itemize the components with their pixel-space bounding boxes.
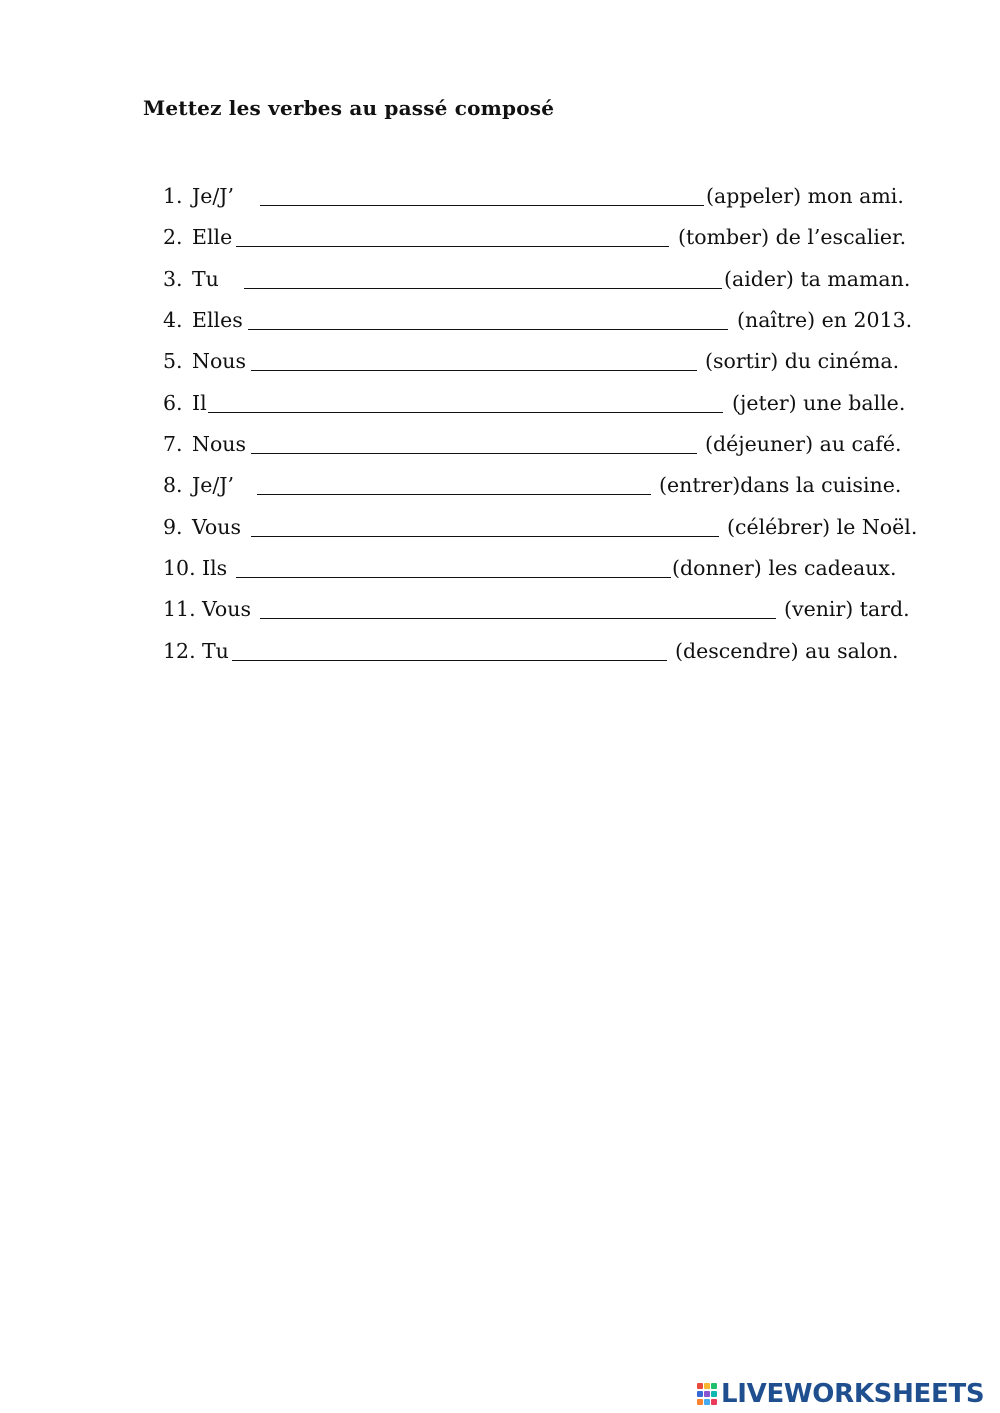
exercise-verb-hint: (naître) en 2013. bbox=[737, 308, 913, 332]
exercise-subject: Je/J’ bbox=[192, 184, 234, 208]
exercise-verb-hint: (appeler) mon ami. bbox=[706, 184, 904, 208]
exercise-number: 5. bbox=[163, 349, 183, 373]
exercise-number: 3. bbox=[163, 267, 183, 291]
exercise-subject: Tu bbox=[192, 267, 219, 291]
logo-text: LIVEWORKSHEETS bbox=[721, 1379, 985, 1409]
exercise-subject: Vous bbox=[192, 515, 241, 539]
exercise-subject: Je/J’ bbox=[192, 473, 234, 497]
exercise-number: 11. bbox=[163, 597, 196, 621]
answer-blank-2[interactable] bbox=[236, 246, 669, 247]
liveworksheets-logo-icon bbox=[697, 1381, 719, 1407]
answer-blank-5[interactable] bbox=[251, 370, 697, 371]
exercise-verb-hint: (déjeuner) au café. bbox=[705, 432, 902, 456]
liveworksheets-logo[interactable] bbox=[697, 1378, 984, 1410]
exercise-number: 7. bbox=[163, 432, 183, 456]
answer-blank-6[interactable] bbox=[208, 412, 723, 413]
answer-blank-1[interactable] bbox=[260, 205, 704, 206]
answer-blank-12[interactable] bbox=[232, 660, 667, 661]
exercise-subject: Elles bbox=[192, 308, 243, 332]
exercise-subject: Il bbox=[192, 391, 207, 415]
answer-blank-3[interactable] bbox=[244, 288, 722, 289]
answer-blank-9[interactable] bbox=[251, 536, 719, 537]
answer-blank-8[interactable] bbox=[257, 494, 651, 495]
exercise-verb-hint: (donner) les cadeaux. bbox=[672, 556, 897, 580]
exercise-verb-hint: (célébrer) le Noël. bbox=[727, 515, 918, 539]
exercise-subject: Tu bbox=[202, 639, 229, 663]
answer-blank-4[interactable] bbox=[248, 329, 728, 330]
answer-blank-10[interactable] bbox=[236, 577, 671, 578]
exercise-verb-hint: (aider) ta maman. bbox=[724, 267, 911, 291]
exercise-subject: Nous bbox=[192, 432, 247, 456]
exercise-verb-hint: (jeter) une balle. bbox=[732, 391, 906, 415]
exercise-number: 1. bbox=[163, 184, 183, 208]
exercise-verb-hint: (sortir) du cinéma. bbox=[705, 349, 900, 373]
exercise-verb-hint: (entrer)dans la cuisine. bbox=[659, 473, 902, 497]
exercise-verb-hint: (tomber) de l’escalier. bbox=[678, 225, 907, 249]
exercise-list bbox=[0, 0, 1000, 700]
exercise-number: 4. bbox=[163, 308, 183, 332]
exercise-verb-hint: (venir) tard. bbox=[784, 597, 910, 621]
exercise-number: 6. bbox=[163, 391, 183, 415]
worksheet-title: Mettez les verbes au passé composé bbox=[143, 96, 555, 120]
exercise-number: 8. bbox=[163, 473, 183, 497]
exercise-number: 12. bbox=[163, 639, 196, 663]
exercise-number: 9. bbox=[163, 515, 183, 539]
exercise-subject: Elle bbox=[192, 225, 233, 249]
exercise-subject: Ils bbox=[202, 556, 228, 580]
exercise-subject: Nous bbox=[192, 349, 247, 373]
exercise-verb-hint: (descendre) au salon. bbox=[675, 639, 899, 663]
exercise-subject: Vous bbox=[202, 597, 251, 621]
answer-blank-11[interactable] bbox=[260, 618, 776, 619]
exercise-number: 2. bbox=[163, 225, 183, 249]
answer-blank-7[interactable] bbox=[251, 453, 697, 454]
exercise-number: 10. bbox=[163, 556, 196, 580]
